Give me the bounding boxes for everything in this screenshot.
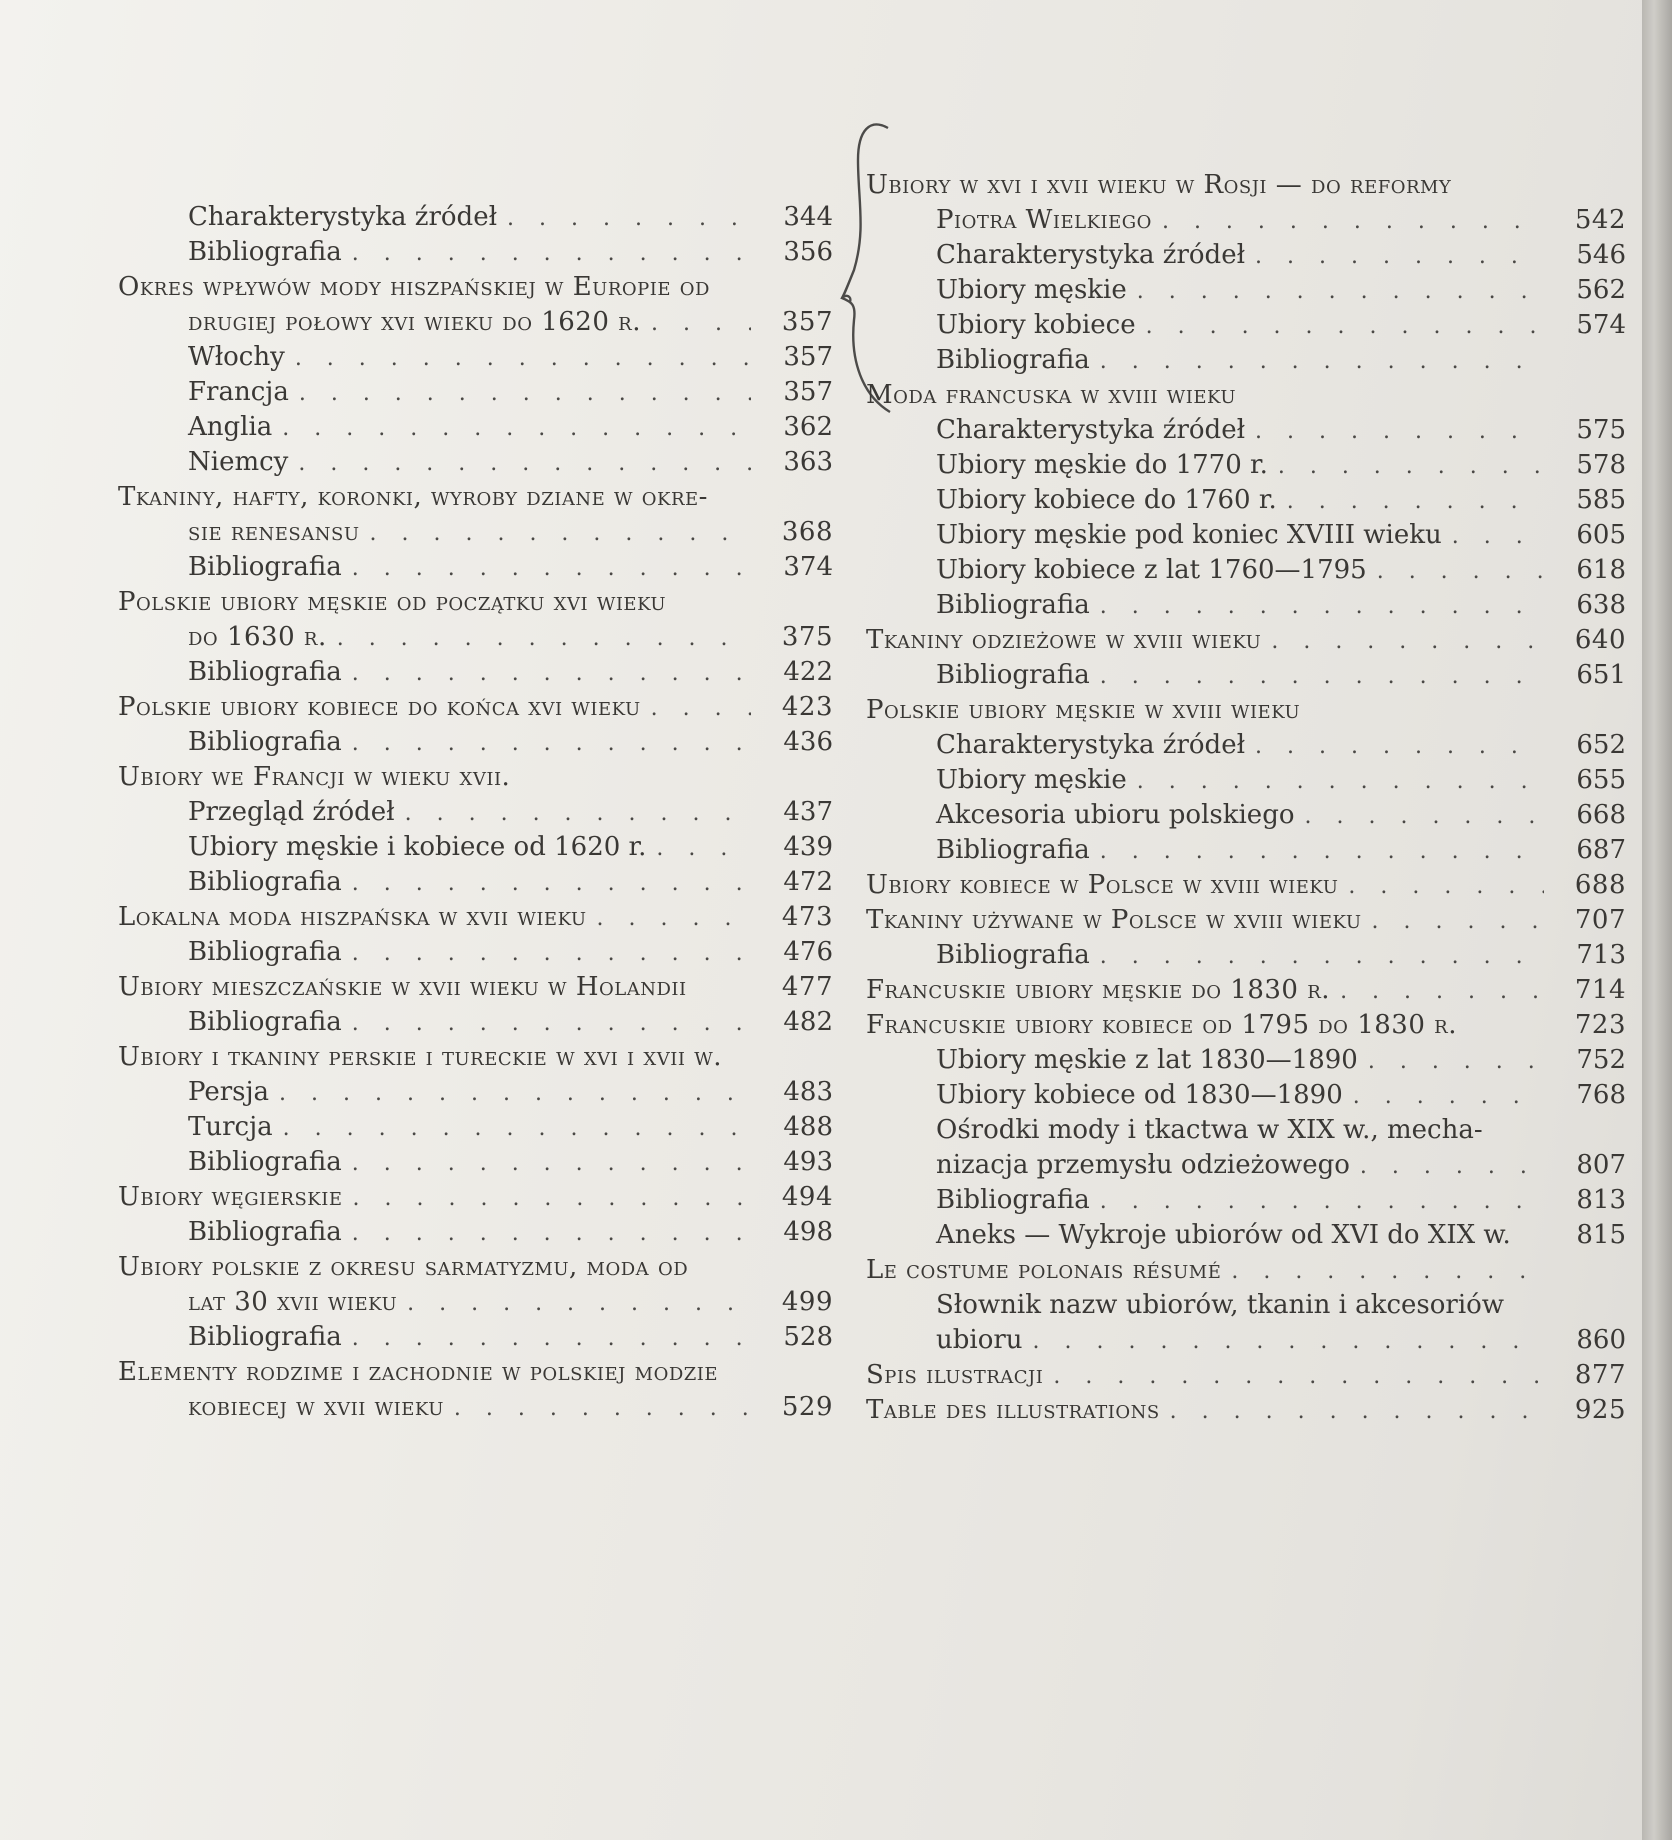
dot-leader [352,236,751,271]
toc-entry-page-number: 768 [1576,1080,1626,1110]
toc-entry-page-number: 925 [1574,1395,1626,1425]
toc-entry [866,1393,1626,1428]
dot-leader [1348,869,1544,904]
dot-leader [656,831,751,866]
toc-entry-title: Niemcy [188,447,289,477]
toc-entry [866,798,1626,833]
toc-entry-page-number: 344 [783,202,833,232]
toc-entry-page-number: 605 [1576,520,1626,550]
toc-entry-title: Bibliografia [936,345,1090,375]
toc-entry-title: Bibliografia [188,1147,342,1177]
toc-entry-title: Słownik nazw ubiorów, tkanin i akcesoriów [936,1290,1505,1320]
dot-leader [370,516,751,551]
toc-entry-page-number: 574 [1576,310,1626,340]
toc-entry-title: Charakterystyka źródeł [188,202,498,232]
toc-entry-title: Ubiory mieszczańskie w xvii wieku w Holandii [118,972,687,1002]
toc-entry [118,1040,833,1075]
toc-entry [118,1355,833,1390]
dot-leader [1100,344,1544,379]
toc-entry-title: Aneks — Wykroje ubiorów od XVI do XIX w. [936,1220,1511,1250]
toc-entry [866,1183,1626,1218]
dot-leader [352,1146,751,1181]
toc-entry-title: Ubiory męskie [936,765,1127,795]
toc-entry [866,518,1626,553]
toc-entry-title: Moda francuska w xviii wieku [866,380,1237,410]
toc-entry [118,445,833,480]
toc-entry [866,1043,1626,1078]
toc-entry-title: Ubiory kobiece do 1760 r. [936,485,1277,515]
toc-entry-page-number: 357 [781,307,833,337]
dot-leader [1368,1044,1544,1079]
toc-entry-title: Ubiory we Francji w wieku xvii. [118,762,511,792]
toc-entry-title: Ubiory kobiece od 1830—1890 [936,1080,1343,1110]
toc-entry-page-number: 687 [1576,835,1626,865]
toc-left-column [118,200,833,1425]
dot-leader [1100,589,1544,624]
toc-entry-page-number: 499 [781,1287,833,1317]
dot-leader [352,1006,751,1041]
toc-entry-title: Bibliografia [936,660,1090,690]
toc-entry-title: Tkaniny używane w Polsce w xviii wieku [866,905,1362,935]
toc-entry-title: Ubiory kobiece [936,310,1136,340]
toc-entry-page-number: 655 [1576,765,1626,795]
toc-entry [118,655,833,690]
toc-entry [118,620,833,655]
toc-entry-page-number: 476 [783,937,833,967]
toc-entry-page-number: 439 [783,832,833,862]
toc-entry [866,378,1626,413]
toc-entry-page-number: 473 [781,902,833,932]
toc-entry-page-number: 362 [783,412,833,442]
toc-entry-title: Polskie ubiory męskie od początku xvi wieku [118,587,667,617]
dot-leader [1271,624,1544,659]
toc-entry-title: Francuskie ubiory kobiece od 1795 do 1830 r. [866,1010,1457,1040]
dot-leader [1053,1359,1544,1394]
dot-leader [507,201,751,236]
toc-entry-page-number: 483 [783,1077,833,1107]
toc-entry [118,235,833,270]
toc-entry [118,375,833,410]
dot-leader [1100,939,1544,974]
toc-entry-page-number: 714 [1574,975,1626,1005]
toc-entry-title: Polskie ubiory kobiece do końca xvi wieku [118,692,641,722]
dot-leader [352,656,751,691]
dot-leader [1162,204,1544,239]
toc-entry-page-number: 472 [783,867,833,897]
dot-leader [1360,1149,1544,1184]
dot-leader [1372,904,1544,939]
toc-entry-page-number: 375 [781,622,833,652]
dot-leader [299,376,751,411]
toc-entry [866,1323,1626,1358]
dot-leader [352,726,751,761]
toc-entry [118,1075,833,1110]
toc-entry-page-number: 374 [783,552,833,582]
toc-entry-page-number: 562 [1576,275,1626,305]
toc-entry-page-number: 713 [1576,940,1626,970]
toc-entry-title: Table des illustrations [866,1395,1160,1425]
toc-entry [118,795,833,830]
toc-entry-title: Przegląd źródeł [188,797,395,827]
toc-entry [866,238,1626,273]
toc-entry-title: Bibliografia [188,937,342,967]
toc-entry-title: Tkaniny odzieżowe w xviii wieku [866,625,1262,655]
toc-entry [118,1215,833,1250]
toc-entry-title: Piotra Wielkiego [936,205,1152,235]
toc-entry [118,480,833,515]
toc-entry-page-number: 752 [1576,1045,1626,1075]
toc-entry [118,1145,833,1180]
toc-entry [118,1390,833,1425]
toc-entry [118,970,833,1005]
toc-entry [118,1320,833,1355]
toc-entry-title: Bibliografia [188,237,342,267]
dot-leader [352,551,751,586]
toc-entry-page-number: 638 [1576,590,1626,620]
dot-leader [1255,729,1544,764]
toc-entry-page-number: 575 [1576,415,1626,445]
toc-entry-page-number: 652 [1576,730,1626,760]
toc-entry [118,935,833,970]
toc-entry [866,1358,1626,1393]
toc-entry-title: ubioru [936,1325,1023,1355]
toc-entry [118,725,833,760]
toc-entry-title: Turcja [188,1112,273,1142]
toc-entry-page-number: 668 [1576,800,1626,830]
toc-entry-title: Ubiory męskie i kobiece od 1620 r. [188,832,647,862]
toc-entry-title: do 1630 r. [188,622,327,652]
toc-entry [118,690,833,725]
dot-leader [1452,519,1544,554]
dot-leader [279,1076,751,1111]
dot-leader [454,1391,751,1426]
toc-entry-page-number: 357 [783,377,833,407]
toc-entry-title: Francuskie ubiory męskie do 1830 r. [866,975,1331,1005]
toc-entry-title: Elementy rodzime i zachodnie w polskiej modzie [118,1357,719,1387]
toc-entry-title: Lokalna moda hiszpańska w xvii wieku [118,902,587,932]
dot-leader [1100,834,1544,869]
toc-entry [118,340,833,375]
toc-entry-title: lat 30 xvii wieku [188,1287,398,1317]
toc-entry-title: Anglia [188,412,273,442]
dot-leader [337,621,751,656]
toc-entry [118,200,833,235]
dot-leader [1100,1184,1544,1219]
toc-entry-page-number: 815 [1576,1220,1626,1250]
dot-leader [353,1181,751,1216]
toc-entry [866,693,1626,728]
toc-entry-page-number: 356 [783,237,833,267]
toc-entry-page-number: 488 [783,1112,833,1142]
toc-entry-title: Okres wpływów mody hiszpańskiej w Europie od [118,272,710,302]
toc-entry-title: drugiej połowy xvi wieku do 1620 r. [188,307,641,337]
toc-entry [118,900,833,935]
dot-leader [651,691,751,726]
toc-entry [866,343,1626,378]
dot-leader [295,341,751,376]
toc-entry-page-number: 546 [1576,240,1626,270]
toc-entry-page-number: 422 [783,657,833,687]
dot-leader [1255,414,1544,449]
toc-entry [866,273,1626,308]
toc-entry-title: sie renesansu [188,517,360,547]
dot-leader [407,1286,751,1321]
toc-entry-title: Ubiory męskie [936,275,1127,305]
page-edge [1642,0,1672,1840]
toc-entry [866,1008,1626,1043]
toc-entry [866,588,1626,623]
toc-entry-title: Ubiory polskie z okresu sarmatyzmu, moda od [118,1252,689,1282]
dot-leader [282,411,751,446]
toc-entry-title: Bibliografia [936,590,1090,620]
toc-entry-title: Ubiory i tkaniny perskie i tureckie w xvi i xvii w. [118,1042,722,1072]
toc-entry [118,865,833,900]
toc-entry-title: Tkaniny, hafty, koronki, wyroby dziane w okre- [118,482,708,512]
toc-entry-page-number: 707 [1574,905,1626,935]
toc-entry-title: kobiecej w xvii wieku [188,1392,444,1422]
toc-entry-title: Charakterystyka źródeł [936,415,1246,445]
toc-entry-title: Charakterystyka źródeł [936,240,1246,270]
dot-leader [1255,239,1544,274]
toc-entry-page-number: 357 [783,342,833,372]
toc-entry [866,1078,1626,1113]
toc-entry [866,1218,1626,1253]
toc-entry-page-number: 813 [1576,1185,1626,1215]
toc-entry-page-number: 860 [1576,1325,1626,1355]
toc-entry [118,830,833,865]
toc-entry-page-number: 542 [1574,205,1626,235]
toc-entry-page-number: 477 [781,972,833,1002]
toc-entry-page-number: 529 [781,1392,833,1422]
toc-entry-page-number: 618 [1576,555,1626,585]
toc-entry-title: Bibliografia [188,727,342,757]
toc-entry-title: Ubiory w xvi i xvii wieku w Rosji — do reformy [866,170,1452,200]
dot-leader [651,306,751,341]
toc-entry [118,760,833,795]
toc-entry-page-number: 482 [783,1007,833,1037]
toc-entry-page-number: 498 [783,1217,833,1247]
toc-entry-page-number: 528 [783,1322,833,1352]
toc-entry-title: Bibliografia [188,552,342,582]
dot-leader [1146,309,1544,344]
dot-leader [283,1111,751,1146]
toc-entry [118,1250,833,1285]
toc-entry-page-number: 651 [1576,660,1626,690]
toc-entry-title: Ubiory męskie do 1770 r. [936,450,1268,480]
toc-entry-page-number: 723 [1574,1010,1626,1040]
toc-entry [866,1253,1626,1288]
toc-entry [866,973,1626,1008]
toc-entry-title: Francja [188,377,289,407]
dot-leader [597,901,751,936]
toc-entry-title: Bibliografia [188,1217,342,1247]
toc-entry-page-number: 585 [1576,485,1626,515]
toc-entry [866,448,1626,483]
toc-entry [118,515,833,550]
toc-entry-title: Akcesoria ubioru polskiego [936,800,1295,830]
toc-entry [118,410,833,445]
dot-leader [1137,274,1544,309]
toc-entry [866,623,1626,658]
toc-entry [866,413,1626,448]
toc-entry [118,305,833,340]
toc-entry [866,938,1626,973]
toc-entry-page-number: 877 [1574,1360,1626,1390]
toc-entry-page-number: 688 [1574,870,1626,900]
toc-entry [866,728,1626,763]
toc-entry [118,1180,833,1215]
toc-entry [866,658,1626,693]
toc-entry [118,585,833,620]
toc-entry-title: Ubiory męskie z lat 1830—1890 [936,1045,1358,1075]
toc-entry [866,483,1626,518]
toc-entry-title: Bibliografia [936,940,1090,970]
toc-entry-page-number: 494 [781,1182,833,1212]
toc-entry-page-number: 423 [781,692,833,722]
dot-leader [1287,484,1544,519]
toc-entry-title: nizacja przemysłu odzieżowego [936,1150,1350,1180]
toc-entry-title: Bibliografia [936,835,1090,865]
toc-entry [118,1110,833,1145]
toc-entry [866,1113,1626,1148]
dot-leader [1278,449,1544,484]
dot-leader [1305,799,1545,834]
toc-entry-title: Spis ilustracji [866,1360,1044,1390]
toc-entry-title: Le costume polonais résumé [866,1255,1222,1285]
toc-entry-title: Bibliografia [188,657,342,687]
toc-entry-title: Bibliografia [188,867,342,897]
toc-entry-title: Ubiory kobiece w Polsce w xviii wieku [866,870,1339,900]
toc-entry-page-number: 640 [1574,625,1626,655]
toc-entry [866,203,1626,238]
toc-entry-page-number: 578 [1576,450,1626,480]
toc-entry-page-number: 493 [783,1147,833,1177]
dot-leader [1170,1394,1544,1429]
toc-entry [866,868,1626,903]
dot-leader [1033,1324,1544,1359]
dot-leader [405,796,751,831]
dot-leader [1340,974,1544,1009]
dot-leader [352,1321,751,1356]
toc-entry-title: Włochy [188,342,285,372]
dot-leader [1137,764,1544,799]
toc-entry-title: Ośrodki mody i tkactwa w XIX w., mecha- [936,1115,1483,1145]
toc-entry [866,1148,1626,1183]
toc-right-column [866,168,1626,1428]
dot-leader [1377,554,1544,589]
toc-entry-page-number: 436 [783,727,833,757]
toc-entry [866,168,1626,203]
dot-leader [1231,1254,1544,1289]
toc-entry-title: Bibliografia [936,1185,1090,1215]
toc-entry [118,550,833,585]
dot-leader [298,446,751,481]
toc-entry-title: Persja [188,1077,270,1107]
toc-entry-title: Ubiory węgierskie [118,1182,343,1212]
toc-entry [118,1285,833,1320]
toc-entry-page-number: 363 [783,447,833,477]
toc-entry [866,553,1626,588]
toc-entry [118,270,833,305]
dot-leader [352,1216,751,1251]
toc-entry [866,833,1626,868]
toc-entry-title: Polskie ubiory męskie w xviii wieku [866,695,1301,725]
toc-entry-title: Ubiory męskie pod koniec XVIII wieku [936,520,1442,550]
toc-entry-page-number: 807 [1576,1150,1626,1180]
dot-leader [1100,659,1544,694]
dot-leader [1353,1079,1544,1114]
toc-entry-page-number: 368 [781,517,833,547]
toc-entry [866,903,1626,938]
toc-entry [866,308,1626,343]
toc-entry-title: Ubiory kobiece z lat 1760—1795 [936,555,1367,585]
toc-entry-page-number: 437 [783,797,833,827]
dot-leader [352,936,751,971]
toc-entry-title: Bibliografia [188,1007,342,1037]
toc-entry-title: Charakterystyka źródeł [936,730,1246,760]
toc-entry-title: Bibliografia [188,1322,342,1352]
toc-entry [118,1005,833,1040]
toc-entry [866,763,1626,798]
toc-entry [866,1288,1626,1323]
dot-leader [352,866,751,901]
